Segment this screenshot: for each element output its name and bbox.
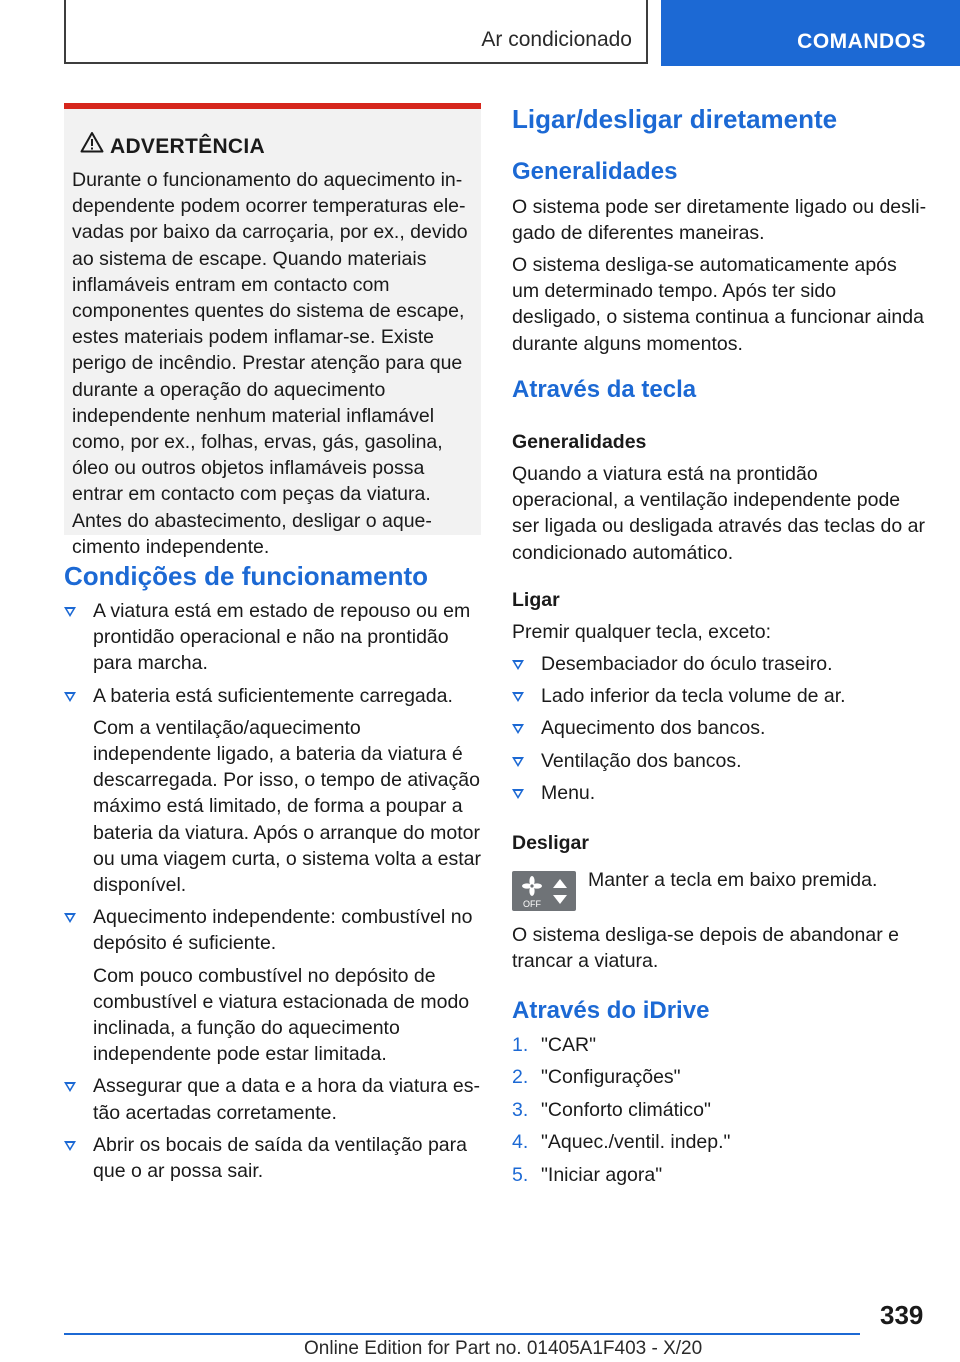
warning-box — [64, 103, 481, 558]
fan-off-key-label: OFF — [523, 899, 541, 909]
direct-heading: Ligar/desligar diretamente — [512, 104, 838, 134]
key-off-subheading: Desligar — [512, 832, 589, 854]
bullet-triangle-icon — [64, 607, 76, 617]
list-item: Aquecimento independente: combustível no depósito é suficiente. Com pouco combustível no depósito de combustível e viatura estacionada de modo inclinada, a função do aquecimento independente pode estar limitada. — [64, 904, 481, 1067]
list-item-note: Com pouco combustível no depósito de combustível e viatura estacionada de modo inclinada, a função do aquecimento independente pode estar limitada. — [93, 964, 470, 1066]
key-general-subheading: Generalidades — [512, 431, 647, 453]
key-off-text: Manter a tecla em baixo premida. — [588, 869, 878, 891]
bullet-triangle-icon — [64, 1141, 76, 1151]
list-item: 3. "Conforto climático" — [512, 1098, 711, 1121]
key-off-after-text: O sistema desliga-se depois de abandonar e trancar a viatura. — [512, 924, 899, 973]
footer-edition-text: Online Edition for Part no. 01405A1F403 - X/20 — [304, 1338, 703, 1359]
idrive-heading: Através do iDrive — [512, 997, 710, 1024]
bullet-triangle-icon — [64, 692, 76, 702]
list-item-note: Com a ventilação/aquecimento independente ligado, a bateria da viatura é descarregada. Por isso, o tempo de ativação máximo está limitado, de forma a poupar a bateria da viatura. Após o arranque do motor ou uma viagem curta, o sistema volta a estar disponível. — [93, 716, 482, 897]
bullet-triangle-icon — [512, 724, 524, 734]
header-chapter-title: COMANDOS — [797, 30, 926, 53]
header-section-title: Ar condicionado — [481, 28, 632, 51]
fan-off-key-icon — [512, 871, 576, 911]
list-item: Assegurar que a data e a hora da viatura estão acertadas corretamente. — [64, 1073, 481, 1125]
list-item: Ventilação dos bancos. — [512, 748, 928, 774]
list-item: Abrir os bocais de saída da ventilação para que o ar possa sair. — [64, 1132, 481, 1184]
key-on-exceptions-list — [512, 651, 928, 806]
key-heading: Através da tecla — [512, 376, 697, 403]
list-item: Desembaciador do óculo traseiro. — [512, 651, 928, 677]
bullet-triangle-icon — [512, 789, 524, 799]
bullet-triangle-icon — [512, 757, 524, 767]
header-chapter-tab — [661, 0, 960, 66]
list-item: Lado inferior da tecla volume de ar. — [512, 683, 928, 709]
bullet-triangle-icon — [512, 692, 524, 702]
direct-general-heading: Generalidades — [512, 158, 678, 185]
bullet-triangle-icon — [64, 1082, 76, 1092]
page-number: 339 — [880, 1300, 924, 1330]
list-item: 4. "Aquec./ventil. indep." — [512, 1131, 731, 1154]
direct-general-p1: O sistema pode ser diretamente ligado ou desligado de diferentes maneiras. — [512, 196, 927, 245]
key-general-text: Quando a viatura está na prontidão operacional, a ventilação independente pode ser ligada ou desligada através das teclas do ar condicionado automático. — [512, 463, 926, 564]
list-item: Aquecimento dos bancos. — [512, 715, 928, 741]
key-on-text: Premir qualquer tecla, exceto: — [512, 621, 772, 643]
idrive-steps-list — [512, 1029, 928, 1191]
list-item: A viatura está em estado de repouso ou em prontidão operacional e não na prontidão para marcha. — [64, 598, 481, 677]
list-item: 1. "CAR" — [512, 1034, 597, 1056]
warning-text: Durante o funcionamento do aquecimento independente podem ocorrer temperaturas elevadas por baixo da carroçaria, por ex., devido ao sistema de escape. Quando materiais inflamáveis entram em contacto com componentes quentes do sistema de escape, estes materiais podem inflamar-se. Existe perigo de incêndio. Prestar atenção para que durante a operação do aquecimento independente nenhum material inflamável como, por ex., folhas, ervas, gás, gasolina, óleo ou outros objetos inflamáveis possa entrar em contacto com peças da viatura. Antes do abastecimento, desligar o aquecimento independente. — [72, 169, 468, 558]
warning-title: ADVERTÊNCIA — [110, 135, 265, 158]
bullet-triangle-icon — [512, 660, 524, 670]
footer-divider — [64, 1333, 860, 1335]
list-item: A bateria está suficientemente carregada. Com a ventilação/aquecimento independente ligado, a bateria da viatura é descarregada. Por isso, o tempo de ativação máximo está limitado, de forma a poupar a bateria da viatura. Após o arranque do motor ou uma viagem curta, o sistema volta a estar disponível. — [64, 683, 481, 899]
bullet-triangle-icon — [64, 913, 76, 923]
list-item: Menu. — [512, 780, 928, 806]
direct-general-p2: O sistema desliga-se automaticamente após um determinado tempo. Após ter sido desligado, o sistema continua a funcionar ainda durante alguns momentos. — [512, 254, 924, 355]
list-item: 2. "Configurações" — [512, 1066, 681, 1089]
conditions-list — [64, 598, 481, 1184]
key-on-subheading: Ligar — [512, 589, 560, 611]
list-item: 5. "Iniciar agora" — [512, 1163, 663, 1186]
warning-triangle-icon — [80, 131, 104, 153]
header-section-tab — [64, 0, 648, 64]
conditions-heading: Condições de funcionamento — [64, 561, 429, 591]
